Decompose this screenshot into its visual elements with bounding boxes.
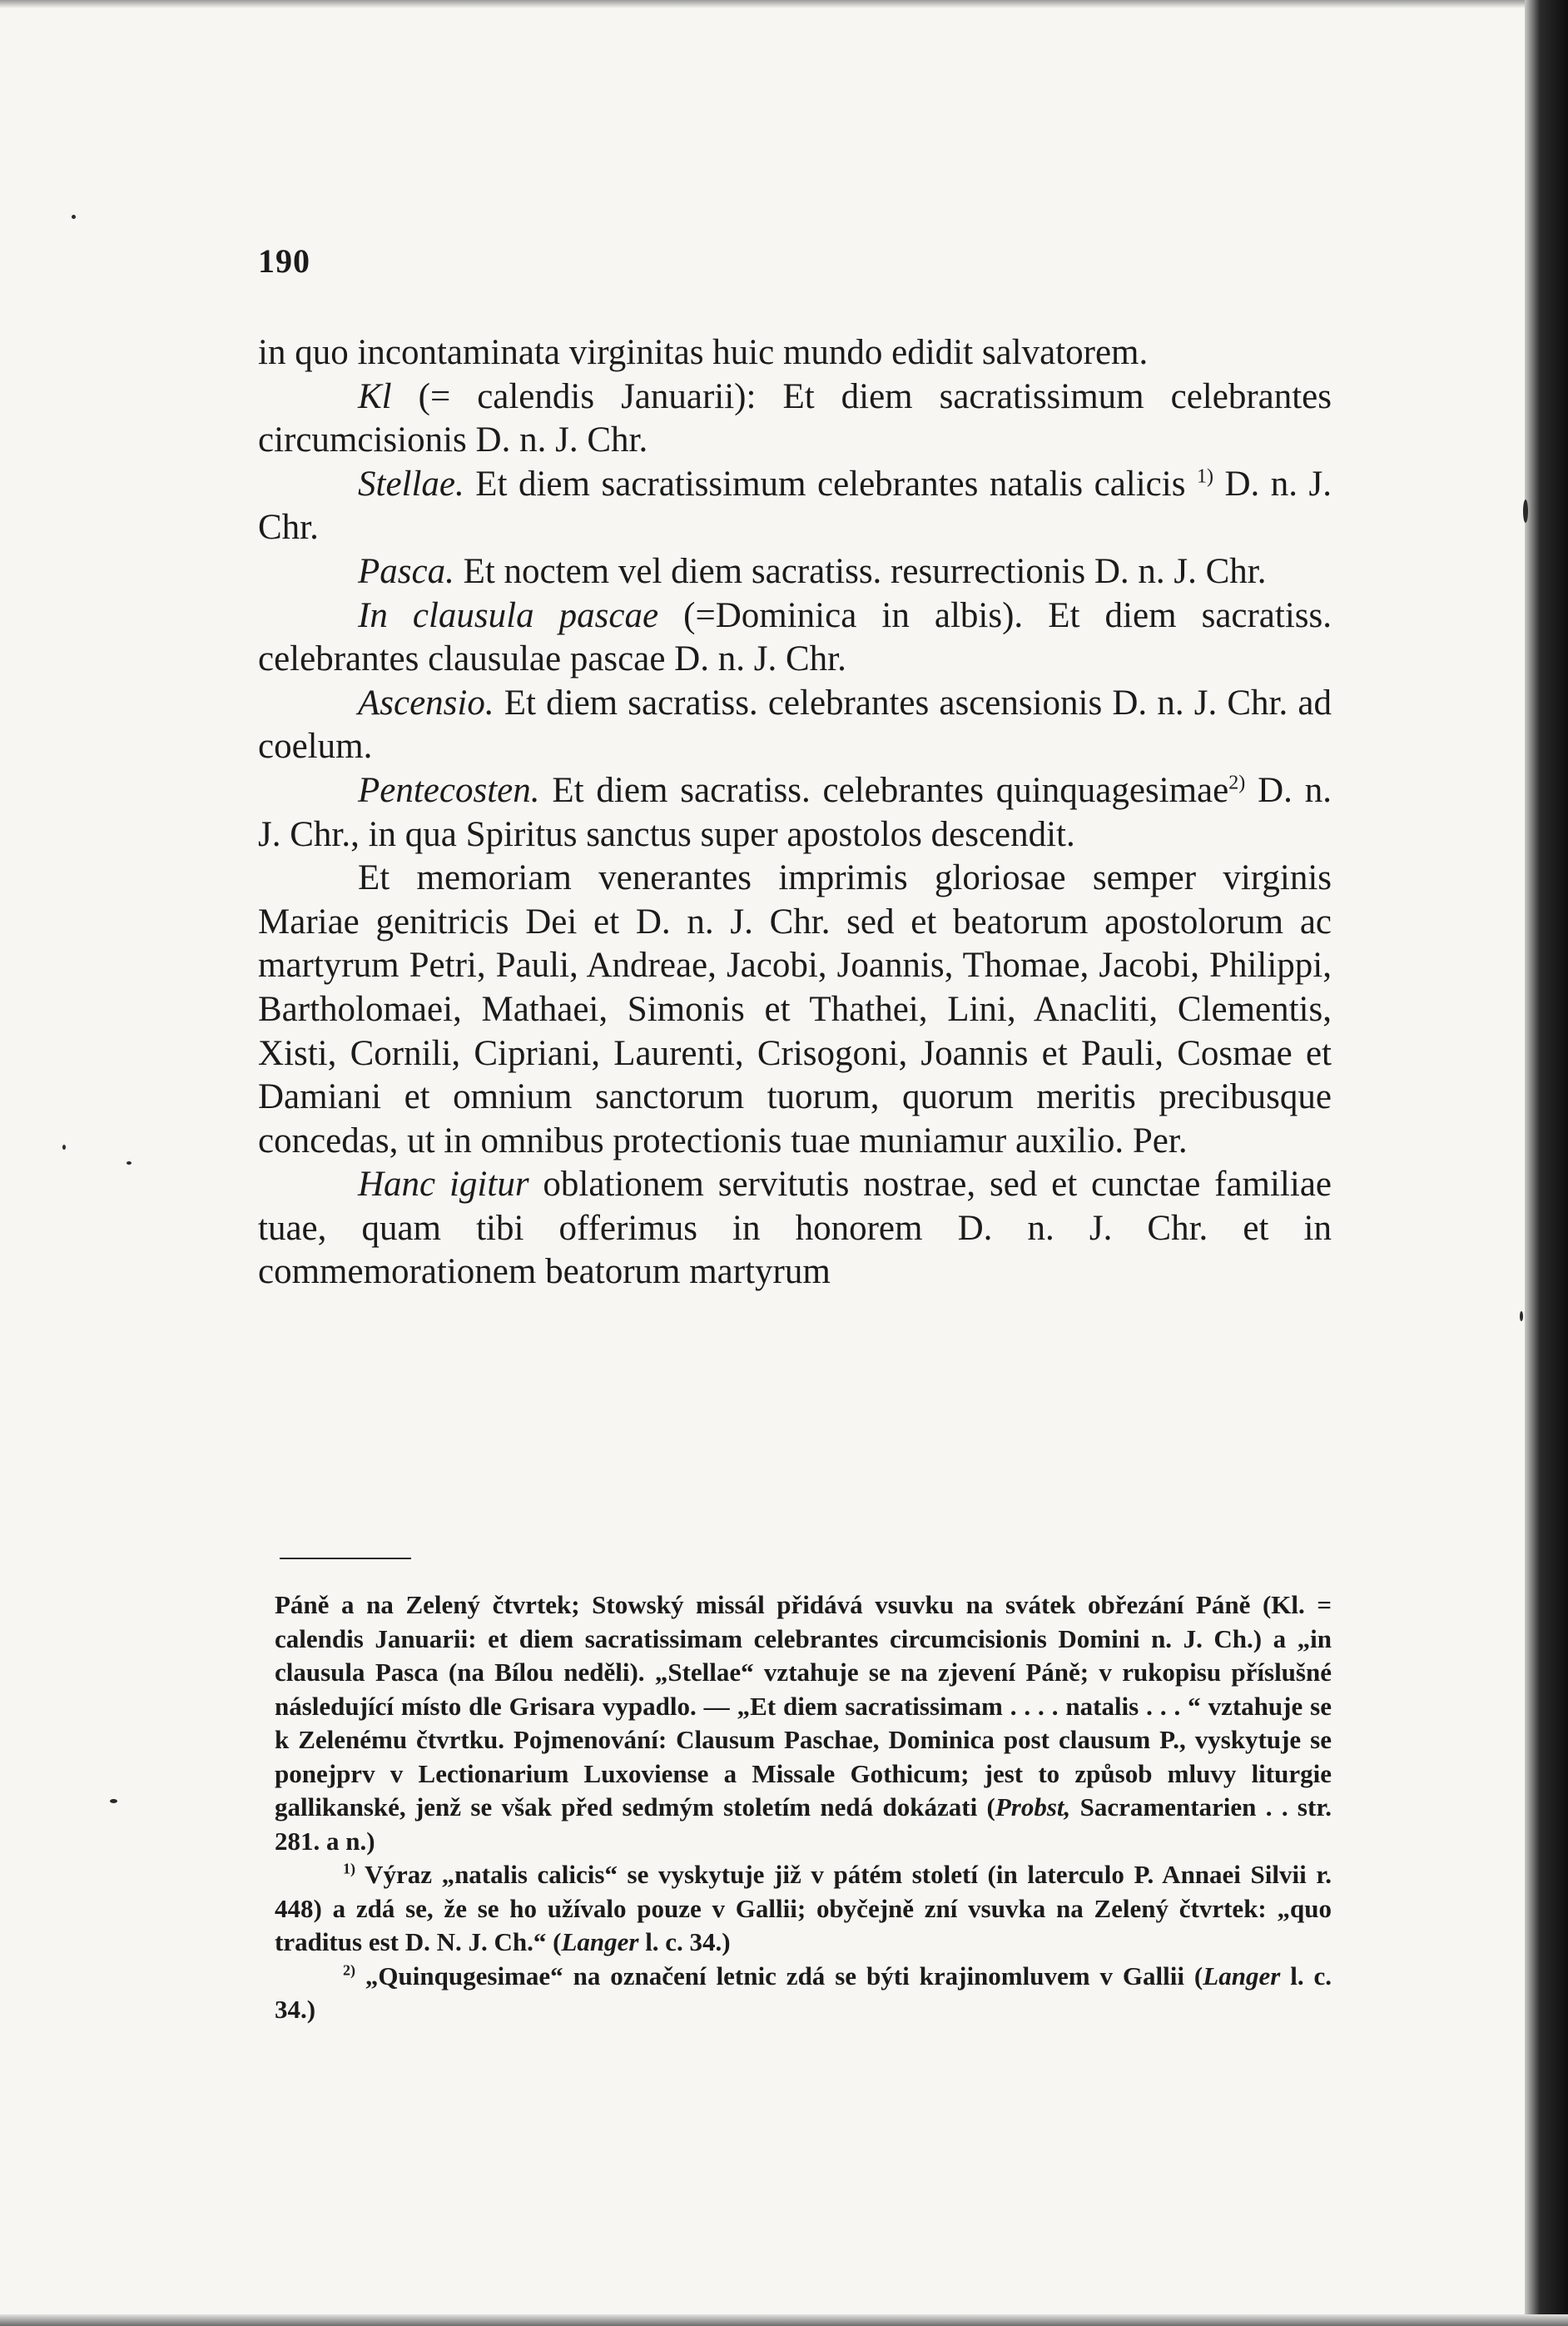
footnote-reference: 1) bbox=[1196, 465, 1213, 488]
feast-label: Stellae. bbox=[358, 464, 464, 504]
footnote-2 bbox=[275, 1960, 1332, 2027]
feast-label: Kl bbox=[358, 376, 392, 416]
paragraph-clausula bbox=[258, 594, 1332, 682]
scan-edge-bottom bbox=[0, 2314, 1568, 2326]
scan-speck bbox=[62, 1145, 66, 1150]
paragraph-text: (= calendis Januarii): Et diem sacratissimum celebrantes circumcisionis D. n. J. Chr. bbox=[258, 376, 1332, 460]
paragraph-kl bbox=[258, 375, 1332, 463]
paragraph-text: Et memoriam venerantes imprimis gloriosae semper virginis Mariae genitricis Dei et D. n. J. Chr. sed et beatorum apostolorum ac martyrum Petri, Pauli, Andreae, Jacobi, Joannis, Thomae, Jacobi, Philippi, Bartholomaei, Mathaei, Simonis et Thathei, Lini, Anacliti, Clementis, Xisti, Cornili, Cipriani, Laurenti, Crisogoni, Joannis et Pauli, Cosmae et Damiani et omnium sanctorum tuorum, quorum meritis precibusque concedas, ut in omnibus protectionis tuae muniamur auxilio. Per. bbox=[258, 858, 1332, 1161]
paragraph-memoriam bbox=[258, 857, 1332, 1163]
footnote-author: Probst, bbox=[995, 1792, 1071, 1822]
footnote-text: l. c. 34.) bbox=[638, 1927, 731, 1956]
footnote-text: Výraz „natalis calicis“ se vyskytuje již v pátém století (in laterculo P. Annaei Silvii r. 448) a zdá se, že se ho užívalo pouze v Gallii; obyčejně zní vsuvka na Zelený čtvrtek: „quo traditus est D. N. J. Ch.“ ( bbox=[275, 1860, 1332, 1956]
feast-label: In clausula pascae bbox=[358, 595, 659, 635]
paragraph-text: (=Dominica in albis). Et diem sacratiss. celebrantes clausulae pascae D. n. J. Chr. bbox=[258, 595, 1332, 679]
scan-speck bbox=[1520, 1311, 1523, 1321]
footnote-author: Langer bbox=[1203, 1961, 1281, 1991]
feast-label: Pentecosten. bbox=[358, 770, 540, 810]
footnote-text: l. c. 34.) bbox=[275, 1961, 1332, 2024]
paragraph-text: Et diem sacratiss. celebrantes ascensionis D. n. J. Chr. ad coelum. bbox=[258, 683, 1332, 767]
footnote-marker: 2) bbox=[343, 1961, 355, 1979]
footnote-continued bbox=[275, 1588, 1332, 1858]
scan-speck bbox=[1523, 499, 1528, 523]
footnote-author: Langer bbox=[561, 1927, 639, 1956]
paragraph-ascensio bbox=[258, 682, 1332, 769]
footnote-text: Páně a na Zelený čtvrtek; Stowský missál přidává vsuvku na svátek obřezání Páně (Kl. = calendis Januarii: et diem sacratissimam celebrantes circumcisionis Domini n. J. Ch.) a „in clausula Pasca (na Bílou neděli). „Stellae“ vztahuje se na zjevení Páně; v rukopisu příslušné následující místo dle Grisara vypadlo. — „Et diem sacratissimam . . . . natalis . . . “ vztahuje se k Zelenému čtvrtku. Pojmenování: Clausum Paschae, Dominica post clausum P., vyskytuje se ponejprv v Lectionarium Luxoviense a Missale Gothicum; jest to způsob mluvy liturgie gallikanské, jenž se však před sedmým stoletím nedá dokázati ( bbox=[275, 1590, 1332, 1822]
footnote-text: Sacramentarien . . str. 281. a n.) bbox=[275, 1792, 1332, 1856]
paragraph-pasca bbox=[258, 550, 1332, 594]
footnote-marker: 1) bbox=[343, 1860, 355, 1877]
feast-label: Pasca. bbox=[358, 551, 454, 591]
paragraph-text: D. n. J. Chr. bbox=[258, 464, 1332, 548]
paragraph-text: Et diem sacratiss. celebrantes quinquagesimae bbox=[539, 770, 1229, 810]
paragraph-text: oblationem servitutis nostrae, sed et cunctae familiae tuae, quam tibi offerimus in honorem D. n. J. Chr. et in commemorationem beatorum martyrum bbox=[258, 1165, 1332, 1292]
paragraph-hanc-igitur bbox=[258, 1163, 1332, 1295]
footnote-reference: 2) bbox=[1228, 772, 1246, 794]
scan-speck bbox=[127, 1161, 131, 1165]
paragraph-text: Et diem sacratissimum celebrantes natalis calicis bbox=[464, 464, 1197, 504]
paragraph-text: Et noctem vel diem sacratiss. resurrectionis D. n. J. Chr. bbox=[454, 551, 1267, 591]
page-number: 190 bbox=[258, 242, 310, 280]
paragraph-intro bbox=[258, 331, 1332, 375]
paragraph-text: D. n. J. Chr., in qua Spiritus sanctus super apostolos descendit. bbox=[258, 770, 1332, 854]
paragraph-stellae bbox=[258, 463, 1332, 550]
paragraph-text: in quo incontaminata virginitas huic mundo edidit salvatorem. bbox=[258, 333, 1149, 372]
footnote-text: „Quinqugesimae“ na označení letnic zdá se býti krajinomluvem v Gallii ( bbox=[355, 1961, 1203, 1991]
paragraph-pentecosten bbox=[258, 769, 1332, 857]
scan-speck bbox=[72, 215, 76, 219]
main-text bbox=[258, 331, 1332, 1295]
prayer-label: Hanc igitur bbox=[358, 1165, 529, 1205]
footnotes bbox=[275, 1588, 1332, 2027]
scan-speck bbox=[110, 1799, 117, 1803]
footnote-separator bbox=[280, 1558, 411, 1559]
feast-label: Ascensio. bbox=[358, 683, 494, 723]
scan-edge-right bbox=[1525, 0, 1568, 2326]
footnote-1 bbox=[275, 1858, 1332, 1960]
scan-edge-top bbox=[0, 0, 1568, 8]
